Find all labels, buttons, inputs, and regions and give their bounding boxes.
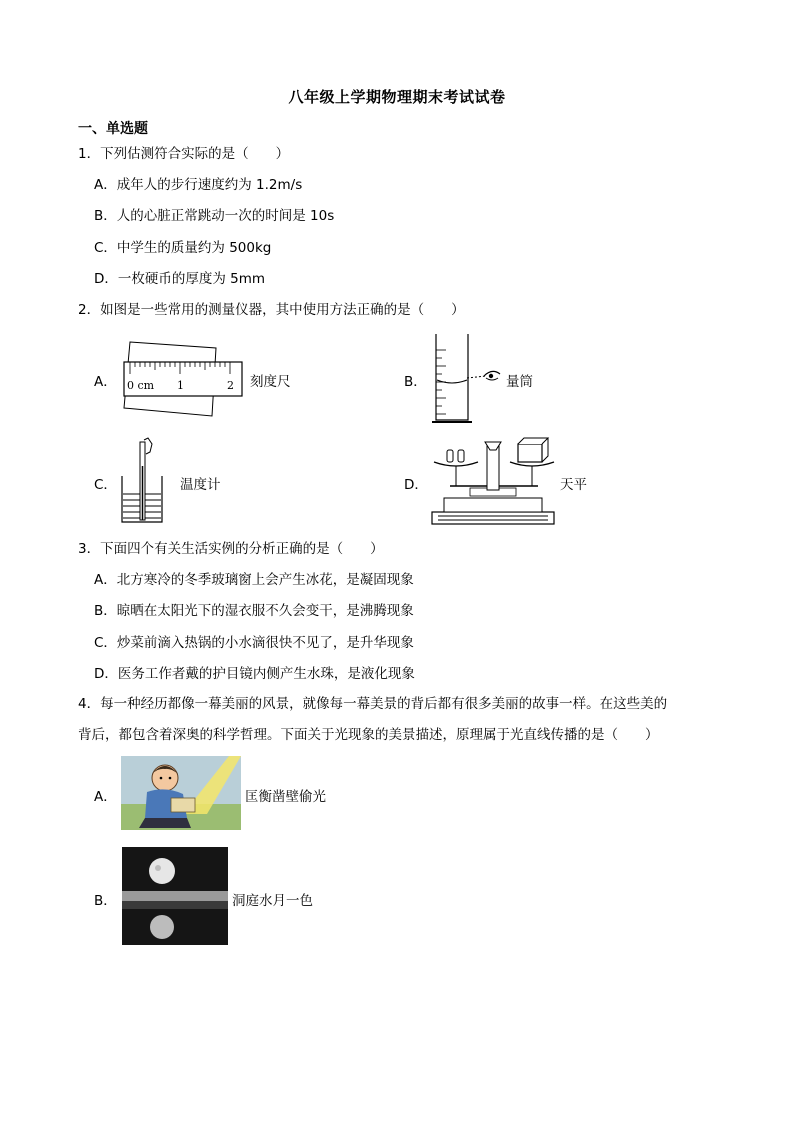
question-1-option-c[interactable]: C．中学生的质量约为 500kg	[94, 240, 272, 256]
balance-body	[444, 498, 542, 512]
question-3-stem: 3．下面四个有关生活实例的分析正确的是（ ）	[78, 541, 384, 557]
question-3-option-a[interactable]: A．北方寒冷的冬季玻璃窗上会产生冰花，是凝固现象	[94, 572, 414, 588]
question-4-option-a-letter[interactable]: A．	[94, 789, 117, 805]
ruler-label-1: 1	[177, 379, 184, 392]
balance-base	[432, 512, 554, 524]
question-2-option-a-caption: 刻度尺	[250, 374, 291, 390]
moon	[149, 858, 175, 884]
question-3-option-b[interactable]: B．晾晒在太阳光下的湿衣服不久会变干，是沸腾现象	[94, 603, 414, 619]
moon-lake-photo	[122, 847, 228, 945]
section-heading: 一、单选题	[78, 121, 148, 137]
graduated-cylinder-figure	[428, 330, 508, 426]
eye	[160, 777, 163, 780]
question-4-option-b-caption: 洞庭水月一色	[232, 893, 313, 909]
weights-icon	[447, 450, 464, 462]
object-cube-icon	[518, 438, 548, 462]
question-4-stem	[78, 689, 718, 751]
question-2-option-d-letter[interactable]: D．	[404, 477, 428, 493]
question-2-option-b-caption: 量筒	[506, 374, 533, 390]
question-2-option-a-letter[interactable]: A．	[94, 374, 117, 390]
question-4-stem-line-1: 4．每一种经历都像一幕美丽的风景，就像每一幕美景的背后都有很多美丽的故事一样。在这些美的	[78, 696, 668, 712]
ruler-label-0cm: 0 cm	[127, 379, 155, 392]
question-4-stem-line-2: 背后，都包含着深奥的科学哲理。下面关于光现象的美景描述，原理属于光直线传播的是（ ）	[78, 727, 659, 743]
question-2-option-d-caption: 天平	[560, 477, 587, 493]
shore-shadow	[122, 901, 228, 909]
question-2-stem: 2．如图是一些常用的测量仪器，其中使用方法正确的是（ ）	[78, 302, 465, 318]
page-title: 八年级上学期物理期末考试试卷	[288, 88, 506, 106]
shoreline	[122, 891, 228, 901]
thermometer-beaker-figure	[116, 436, 178, 526]
question-2-option-c-caption: 温度计	[180, 477, 221, 493]
right-pan	[510, 462, 554, 466]
legs	[139, 818, 191, 828]
question-4-option-a-caption: 匡衡凿壁偷光	[245, 789, 326, 805]
cylinder-liquid	[437, 382, 467, 419]
sight-line	[467, 376, 486, 378]
question-4-option-b-letter[interactable]: B．	[94, 893, 117, 909]
question-1-option-d[interactable]: D．一枚硬币的厚度为 5mm	[94, 271, 266, 287]
balance-figure	[430, 436, 556, 526]
moon-reflection	[150, 915, 174, 939]
eye-icon	[484, 371, 500, 380]
question-1-option-b[interactable]: B．人的心脏正常跳动一次的时间是 10s	[94, 208, 335, 224]
ruler-label-2: 2	[227, 379, 234, 392]
question-1-option-a[interactable]: A．成年人的步行速度约为 1.2m/s	[94, 177, 303, 193]
eye	[169, 777, 172, 780]
moon-crater	[155, 865, 161, 871]
question-3-option-d[interactable]: D．医务工作者戴的护目镜内侧产生水珠，是液化现象	[94, 666, 415, 682]
question-2-option-b-letter[interactable]: B．	[404, 374, 427, 390]
ruler-figure	[118, 338, 248, 418]
book	[171, 798, 195, 812]
kuang-heng-illustration	[121, 756, 241, 830]
question-1-stem: 1．下列估测符合实际的是（ ）	[78, 146, 290, 162]
left-pan	[434, 462, 478, 466]
question-3-option-c[interactable]: C．炒菜前滴入热锅的小水滴很快不见了，是升华现象	[94, 635, 414, 651]
question-2-option-c-letter[interactable]: C．	[94, 477, 117, 493]
